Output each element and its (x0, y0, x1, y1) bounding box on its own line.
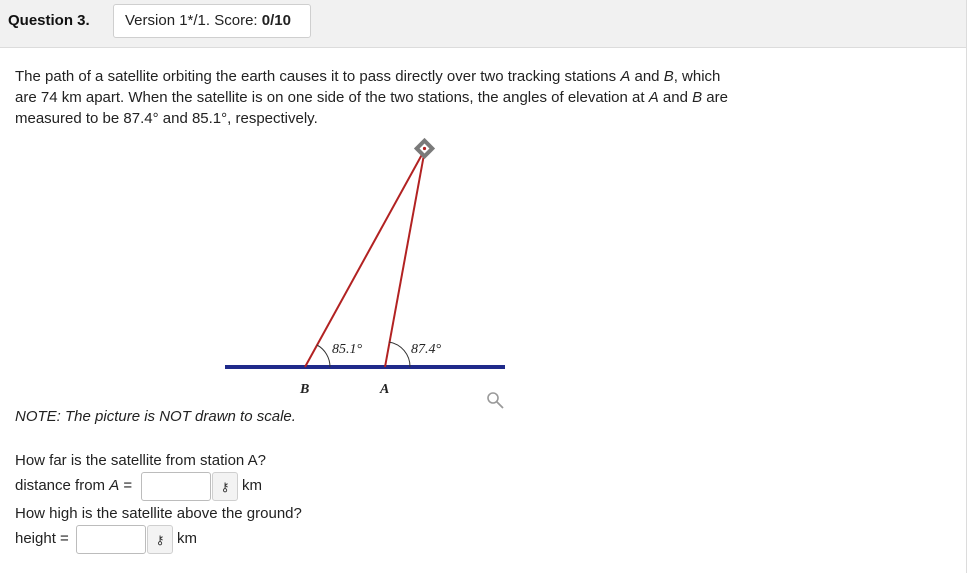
problem-text-2: , which are 74 km apart. When the satellite is on one side of the two stations, the angles of elevation at (15, 68, 721, 106)
answer-row-height (15, 525, 415, 555)
station-a-ref: A (620, 68, 631, 85)
station-b-ref-2: B (692, 89, 703, 106)
station-b-label: B (300, 382, 310, 397)
question-2-text: How high is the satellite above the ground? (15, 505, 302, 522)
station-a-ref-2: A (648, 89, 659, 106)
answer-row-distance (15, 472, 415, 502)
satellite-icon (414, 138, 435, 159)
question-number: Question 3. (8, 12, 90, 29)
version-text: Version 1*/1. Score: (125, 12, 262, 29)
problem-text-1: The path of a satellite orbiting the earth causes it to pass directly over two tracking stations (15, 68, 621, 85)
sightline-a (385, 149, 425, 367)
height-label: height = (15, 530, 69, 547)
magnifier-icon[interactable] (488, 393, 503, 408)
angle-a-label: 87.4° (411, 342, 442, 357)
distance-input[interactable] (141, 472, 211, 501)
sightline-b (305, 149, 425, 367)
problem-text-4: are measured to be 87.4° and 85.1°, respectively. (15, 89, 728, 127)
score-value: 0/10 (261, 12, 291, 29)
angle-arc-b (317, 345, 330, 367)
station-a-label: A (380, 382, 390, 397)
question-1-text: How far is the satellite from station A? (15, 452, 266, 469)
angle-arc-a (389, 342, 410, 367)
distance-label: distance from A = (15, 477, 133, 494)
problem-text-3: and (658, 89, 693, 106)
distance-unit: km (242, 477, 262, 494)
key-icon[interactable]: ⚷ (147, 525, 173, 554)
height-input[interactable] (76, 525, 146, 554)
scale-note: NOTE: The picture is NOT drawn to scale. (15, 408, 296, 425)
angle-b-label: 85.1° (332, 342, 363, 357)
problem-text-and: and (630, 68, 664, 85)
station-b-ref: B (663, 68, 674, 85)
key-icon[interactable]: ⚷ (212, 472, 238, 501)
height-unit: km (177, 530, 197, 547)
